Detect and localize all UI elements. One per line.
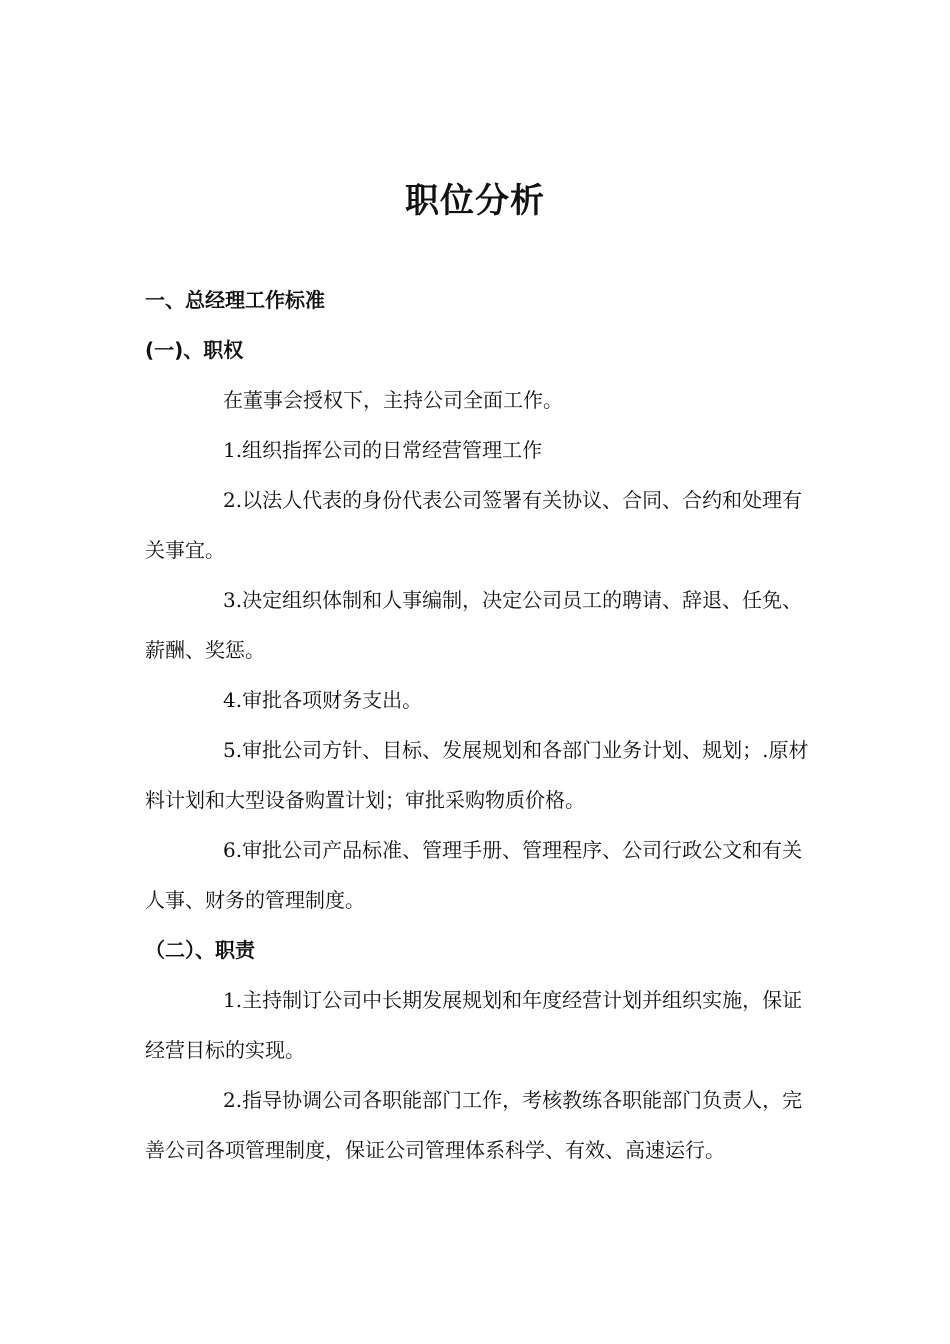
authority-item-2: 2.以法人代表的身份代表公司签署有关协议、合同、合约和处理有关事宜。: [145, 488, 803, 562]
authority-item-5: 5.审批公司方针、目标、发展规划和各部门业务计划、规划；.原材料计划和大型设备购置计划；审批采购物质价格。: [145, 738, 809, 812]
subsection-heading-authority: (一)、职权: [145, 338, 244, 362]
authority-item-1: 1.组织指挥公司的日常经营管理工作: [223, 438, 543, 462]
duty-item-1: 1.主持制订公司中长期发展规划和年度经营计划并组织实施，保证经营目标的实现。: [145, 988, 803, 1062]
subsection-heading-duties: （二）、职责: [145, 938, 255, 962]
page-title: 职位分析: [405, 181, 545, 221]
authority-intro: 在董事会授权下，主持公司全面工作。: [223, 388, 563, 412]
authority-item-6: 6.审批公司产品标准、管理手册、管理程序、公司行政公文和有关人事、财务的管理制度。: [145, 838, 803, 912]
duty-item-2: 2.指导协调公司各职能部门工作，考核教练各职能部门负责人，完善公司各项管理制度，保证公司管理体系科学、有效、高速运行。: [145, 1088, 803, 1162]
section-heading: 一、总经理工作标准: [145, 288, 325, 312]
authority-item-3: 3.决定组织体制和人事编制，决定公司员工的聘请、辞退、任免、薪酬、奖惩。: [145, 588, 803, 662]
document-body: [145, 275, 810, 1175]
authority-item-4: 4.审批各项财务支出。: [223, 688, 423, 712]
